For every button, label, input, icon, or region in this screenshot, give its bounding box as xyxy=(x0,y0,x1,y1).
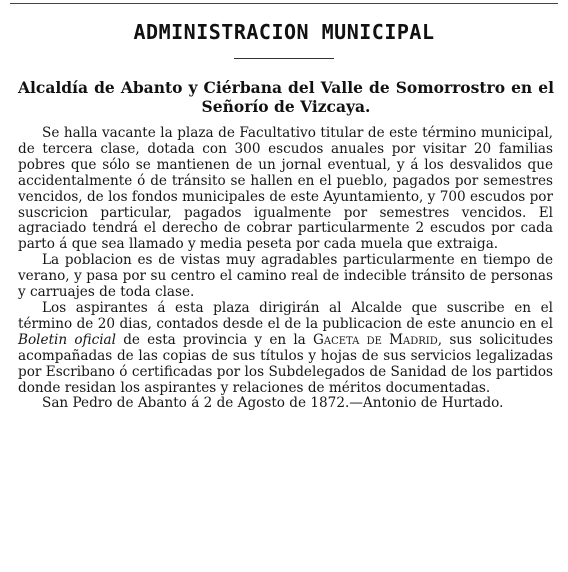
boletin-oficial-ref: Boletin oficial xyxy=(18,331,117,348)
paragraph-vacancy: Se halla vacante la plaza de Facultativo titular de este término municipal, de tercera clase, dotada con 300 escudos anuales por visitar 20 familias pobres que sólo se mantienen de un jornal eventual, y á los desvalidos que accidentalmente ó de tránsito se hallen en el pueblo, pagados por semestres vencidos, de los fondos municipales de este Ayuntamiento, y 700 escudos por suscricion particular, pagados igualmente por semestres vencidos. El agraciado tendrá el derecho de cobrar particularmente 2 escudos por cada parto á que sea llamado y media peseta por cada muela que extraiga. xyxy=(18,125,553,253)
applicants-text-1: Los aspirantes á esta plaza dirigirán al Alcalde que suscribe en el término de 20 dias, contados desde el de la publicacion de este anuncio en el xyxy=(18,299,553,332)
section-title: ADMINISTRACION MUNICIPAL xyxy=(133,20,435,44)
top-rule xyxy=(10,3,558,4)
applicants-text-2: de esta provincia y en la xyxy=(116,331,313,348)
notice-body xyxy=(18,126,553,412)
signature-line: San Pedro de Abanto á 2 de Agosto de 1872.—Antonio de Hurtado. xyxy=(42,395,504,412)
paragraph-town: La poblacion es de vistas muy agradables particularmente en tiempo de verano, y pasa por su centro el camino real de indecible tránsito de personas y carruajes de toda clase. xyxy=(18,252,553,301)
gaceta-madrid-ref: Gaceta de Madrid xyxy=(313,331,438,348)
paragraph-applicants xyxy=(18,301,553,396)
applicants-text-3: , sus solicitudes acompañadas de las copias de sus títulos y hojas de sus servicios legalizadas por Escribano ó certificadas por los Subdelegados de Sanidad de los partidos donde residan los aspirantes y relaciones de méritos documentadas. xyxy=(18,331,553,396)
notice-heading: Alcaldía de Abanto y Ciérbana del Valle de Somorrostro en el Señorío de Vizcaya. xyxy=(18,78,554,116)
title-underline xyxy=(234,58,334,59)
